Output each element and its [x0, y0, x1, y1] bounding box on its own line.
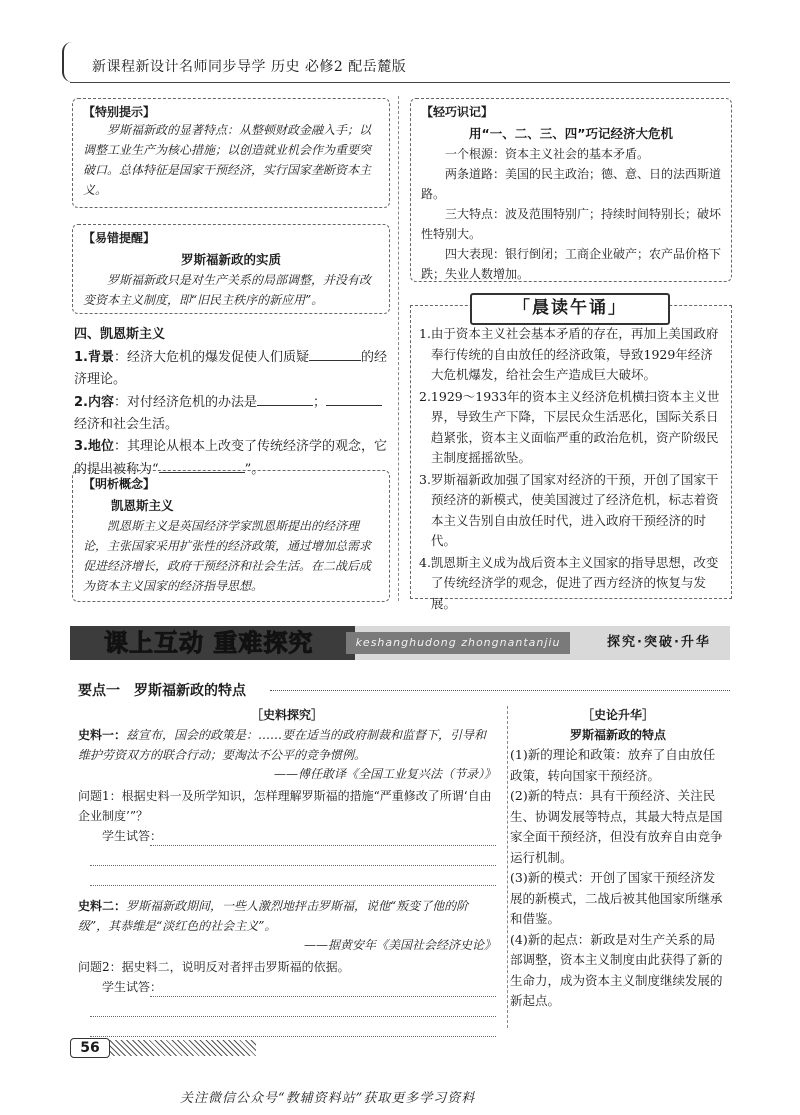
- concept-box: [72, 470, 390, 602]
- running-header: 新课程新设计名师同步导学 历史 必修2 配岳麓版: [92, 59, 407, 75]
- memory-title: 用“一、二、三、四”巧记经济大危机: [469, 126, 673, 141]
- key-point-title: 要点一 罗斯福新政的特点: [78, 683, 246, 699]
- footer-note: 关注微信公众号“教辅资料站”获取更多学习资料: [180, 1091, 476, 1106]
- error-body: 罗斯福新政只是对生产关系的局部调整，并没有改变资本主义制度，即“旧民主秩序的新应用”。: [83, 273, 372, 307]
- morning-item: 4.凯恩斯主义成为战后资本主义国家的指导思想，改变了传统经济学的观念，促进了西方经济的恢复与发展。: [419, 554, 719, 611]
- header-rule: [70, 82, 730, 83]
- concept-title: 凯恩斯主义: [111, 498, 174, 513]
- section-banner-motto: 探究·突破·升华: [607, 635, 711, 650]
- attempt-2-label: 学生试答：: [102, 980, 163, 994]
- memory-line: 一个根源：资本主义社会的基本矛盾。: [445, 147, 650, 161]
- error-title: 罗斯福新政的实质: [180, 252, 281, 267]
- keynes-title: 四、凯恩斯主义: [74, 327, 166, 342]
- inquiry-label: ［史料探究］: [250, 708, 323, 722]
- section-banner-title: 课上互动 重难探究: [104, 629, 314, 657]
- memory-line: 两条道路：美国的民主政治；德、意、日的法西斯道路。: [421, 167, 722, 201]
- error-tag: 【易错提醒】: [83, 231, 156, 245]
- keynes-item-2: 2.内容：对付经济危机的办法是 ；经济和社会生活。: [74, 391, 392, 436]
- error-box: [72, 224, 390, 314]
- answer-blank[interactable]: [309, 346, 361, 361]
- theory-item: (4)新的起点：新政是对生产关系的局部调整，资本主义制度由此获得了新的生命力，成为资本主义制度继续发展的新起点。: [510, 931, 723, 1008]
- bottom-column-divider: [507, 706, 508, 1028]
- morning-item: 3.罗斯福新政加强了国家对经济的干预，开创了国家干预经济的新模式，使美国渡过了经济危机，标志着资本主义告别自由放任时代，进入政府干预经济的时代。: [419, 471, 719, 548]
- theory-label: ［史论升华］: [581, 708, 654, 722]
- source-1: 史料一：兹宣布，国会的政策是：……要在适当的政府制裁和监督下，引导和维护劳资双方的联合行动；要淘汰不公平的竞争惯例。: [78, 728, 487, 762]
- tips-body: 罗斯福新政的显著特点：从整顿财政金融入手；以调整工业生产为核心措施；以创造就业机会作为重要突破口。总体特征是国家干预经济，实行国家垄断资本主义。: [83, 123, 372, 197]
- theory-item: (3)新的模式：开创了国家干预经济发展的新模式，二战后被其他国家所继承和借鉴。: [510, 870, 723, 926]
- answer-blank[interactable]: [257, 391, 313, 406]
- attempt-1-label: 学生试答：: [102, 829, 163, 843]
- morning-item: 1.由于资本主义社会基本矛盾的存在，再加上美国政府奉行传统的自由放任的经济政策，导致1929年经济大危机爆发，给社会生产造成巨大破坏。: [419, 326, 719, 382]
- memory-line: 三大特点：波及范围特别广；持续时间特别长；破坏性特别大。: [421, 207, 722, 241]
- tips-box: [72, 98, 390, 208]
- source-2: 史料二：罗斯福新政期间，一些人激烈地抨击罗斯福，说他“叛变了他的阶级”，其恭维是“淡红色的社会主义”。: [78, 899, 469, 933]
- morning-item: 2.1929～1933年的资本主义经济危机横扫资本主义世界，导致生产下降，下层民众生活恶化，国际关系日趋紧张，资本主义面临严重的政治危机，资产阶级民主制度摇摇欲坠。: [419, 388, 720, 465]
- concept-tag: 【明析概念】: [83, 477, 156, 491]
- answer-blank[interactable]: [326, 391, 382, 406]
- morning-reading-box: [410, 305, 732, 611]
- concept-body: 凯恩斯主义是英国经济学家凯恩斯提出的经济理论，主张国家采用扩张性的经济政策，通过增加总需求促进经济增长，政府干预经济和社会生活。在二战后成为资本主义国家的经济指导思想。: [83, 519, 372, 593]
- source-1-attribution: ——傅任敢译《全国工业复兴法（节录）》: [273, 767, 496, 781]
- keynes-item-1: 1.背景：经济大危机的爆发促使人们质疑 的经济理论。: [74, 346, 392, 391]
- morning-reading-title: 「晨读午诵」: [470, 293, 670, 325]
- theory-section: [510, 706, 726, 1012]
- page-number-decoration: [108, 1040, 256, 1056]
- column-divider: [398, 96, 399, 601]
- question-2: 问题2：据史料二，说明反对者抨击罗斯福的依据。: [78, 960, 350, 974]
- keynes-item-3: 3.地位：其理论从根本上改变了传统经济学的观念，它的提出被称为“ ”。: [74, 439, 388, 477]
- memory-box: [410, 98, 732, 282]
- keynes-section: [74, 323, 392, 481]
- header-decoration: [62, 42, 78, 82]
- question-1: 问题1：根据史料一及所学知识，怎样理解罗斯福的措施“严重修改了所谓‘自由企业制度’”？: [78, 789, 492, 823]
- memory-tag: 【轻巧识记】: [421, 105, 494, 119]
- theory-item: (2)新的特点：具有干预经济、关注民生、协调发展等特点，其最大特点是国家全面干预经济，但没有放弃自由竞争运行机制。: [510, 788, 723, 865]
- source-2-attribution: ——据黄安年《美国社会经济史论》: [303, 938, 496, 952]
- section-banner-pinyin: keshanghudong zhongnantanjiu: [346, 632, 570, 654]
- key-point-rule: [270, 690, 730, 691]
- memory-line: 四大表现：银行倒闭；工商企业破产；农产品价格下跌；失业人数增加。: [421, 247, 722, 281]
- theory-item: (1)新的理论和政策：放弃了自由放任政策，转向国家干预经济。: [510, 747, 716, 783]
- tips-tag: 【特别提示】: [83, 105, 156, 119]
- page-number: 56: [70, 1038, 110, 1058]
- inquiry-section: [78, 706, 496, 1037]
- theory-title: 罗斯福新政的特点: [569, 728, 666, 742]
